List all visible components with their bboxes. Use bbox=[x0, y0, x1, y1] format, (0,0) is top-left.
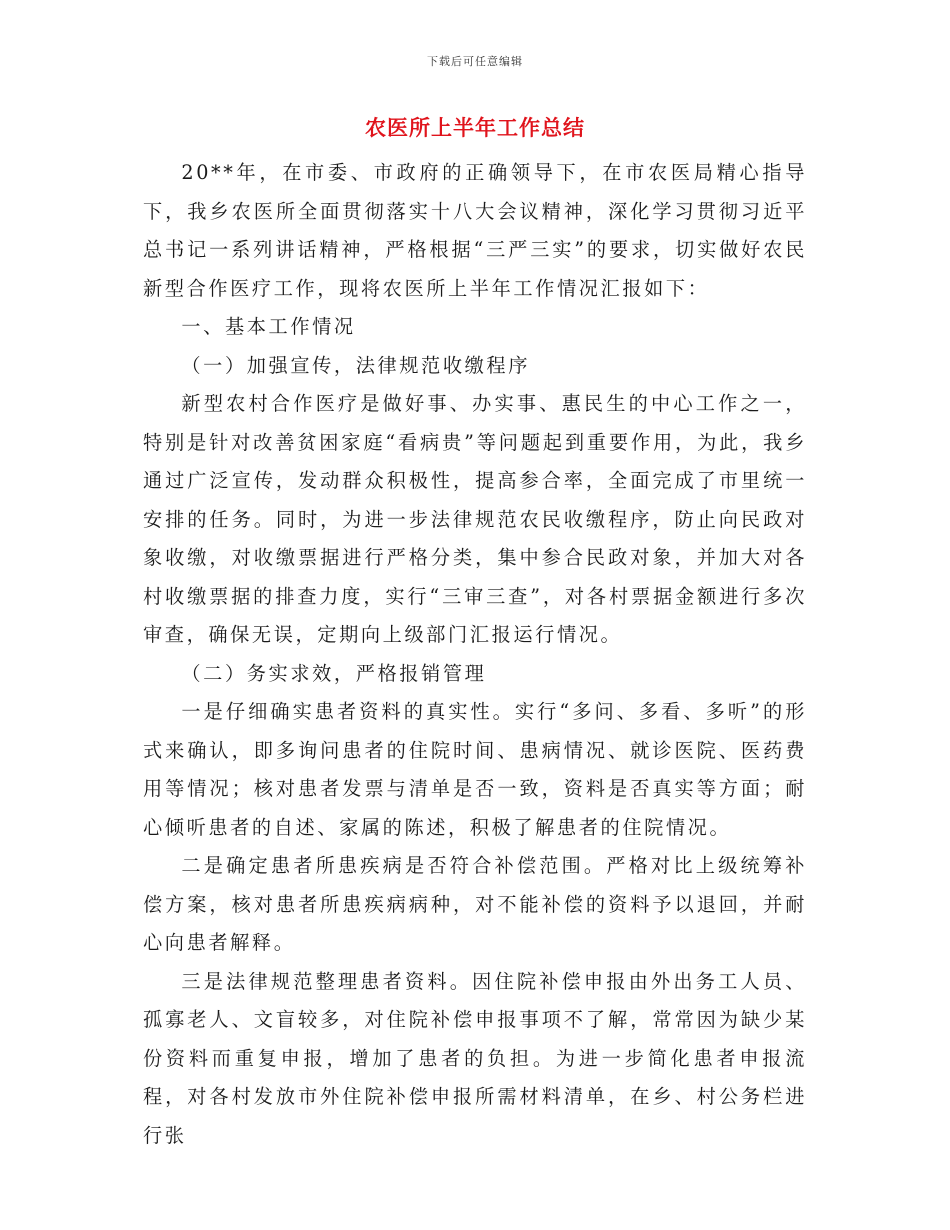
document-body bbox=[143, 154, 807, 1155]
subsection-heading-reimbursement: （二）务实求效，严格报销管理 bbox=[181, 661, 487, 685]
paragraph-intro: 20**年，在市委、市政府的正确领导下，在市农医局精心指导下，我乡农医所全面贯彻落实十八大会议精神，深化学习贯彻习近平总书记一系列讲话精神，严格根据“三严三实”的要求，切实做好农民新型合作医疗工作，现将农医所上半年工作情况汇报如下： bbox=[143, 161, 807, 300]
section-heading-basic-work: 一、基本工作情况 bbox=[181, 315, 356, 338]
paragraph-verify-materials: 一是仔细确实患者资料的真实性。实行“多问、多看、多听”的形式来确认，即多询问患者的住院时间、患病情况、就诊医院、医药费用等情况；核对患者发票与清单是否一致，资料是否真实等方面；耐心倾听患者的自述、家属的陈述，积极了解患者的住院情况。 bbox=[143, 700, 807, 839]
document-title: 农医所上半年工作总结 bbox=[365, 115, 585, 140]
page-header-note: 下载后可任意编辑 bbox=[427, 55, 523, 68]
subsection-heading-publicity: （一）加强宣传，法律规范收缴程序 bbox=[181, 353, 530, 377]
paragraph-compensation-scope: 二是确定患者所患疾病是否符合补偿范围。严格对比上级统筹补偿方案，核对患者所患疾病病种，对不能补偿的资料予以退回，并耐心向患者解释。 bbox=[143, 854, 807, 954]
paragraph-publicity: 新型农村合作医疗是做好事、办实事、惠民生的中心工作之一，特别是针对改善贫困家庭“看病贵”等问题起到重要作用，为此，我乡通过广泛宣传，发动群众积极性，提高参合率，全面完成了市里统一安排的任务。同时，为进一步法律规范农民收缴程序，防止向民政对象收缴，对收缴票据进行严格分类，集中参合民政对象，并加大对各村收缴票据的排查力度，实行“三审三查”，对各村票据金额进行多次审查，确保无误，定期向上级部门汇报运行情况。 bbox=[143, 392, 807, 646]
paragraph-organize-materials: 三是法律规范整理患者资料。因住院补偿申报由外出务工人员、孤寡老人、文盲较多，对住院补偿申报事项不了解，常常因为缺少某份资料而重复申报，增加了患者的负担。为进一步简化患者申报流程，对各村发放市外住院补偿申报所需材料清单，在乡、村公务栏进行张 bbox=[143, 969, 807, 1147]
